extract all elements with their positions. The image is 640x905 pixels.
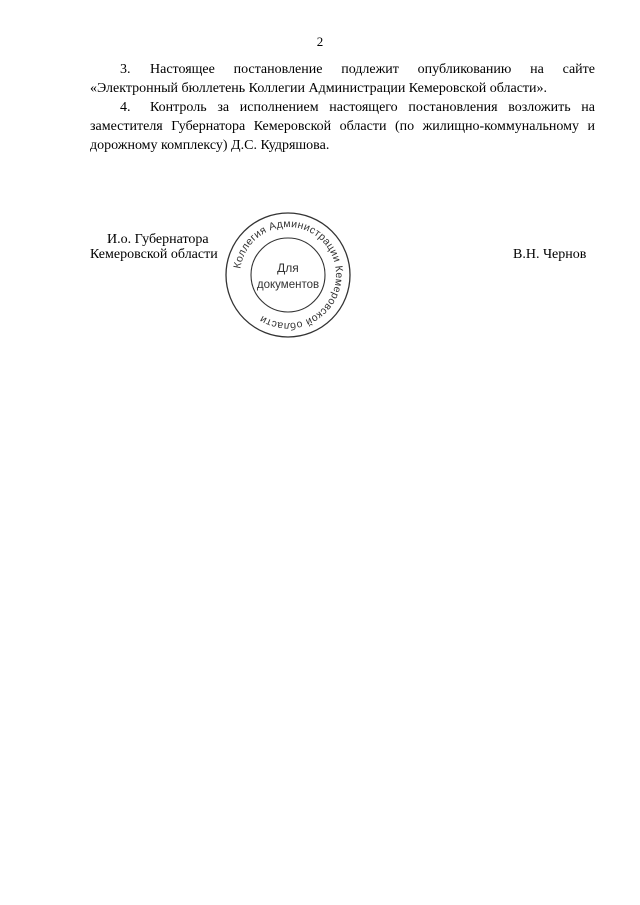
item-number: 4. — [120, 100, 131, 115]
item-text: Контроль за исполнением настоящего постановления возложить на заместителя Губернатора Кемеровской области (по жилищно-коммунальному и дорожному комплексу) Д.С. Кудряшова. — [90, 100, 595, 153]
page-number: 2 — [316, 34, 324, 49]
paragraph-item-3 — [90, 60, 595, 98]
stamp-center-line1: Для — [277, 261, 299, 275]
signatory-name: В.Н. Чернов — [513, 247, 587, 262]
stamp-center-line2: документов — [256, 279, 320, 291]
paragraph-item-4 — [90, 98, 595, 155]
item-number: 3. — [120, 62, 131, 77]
signature-position-line2: Кемеровской области — [90, 247, 218, 262]
signature-position-line1: И.о. Губернатора — [107, 232, 209, 247]
official-stamp — [223, 210, 353, 340]
stamp-ring-text: Коллегия Администрации Кемеровской области — [231, 217, 346, 333]
item-text: Настоящее постановление подлежит опубликованию на сайте «Электронный бюллетень Коллегии Администрации Кемеровской области». — [90, 62, 595, 96]
document-body — [90, 60, 595, 155]
